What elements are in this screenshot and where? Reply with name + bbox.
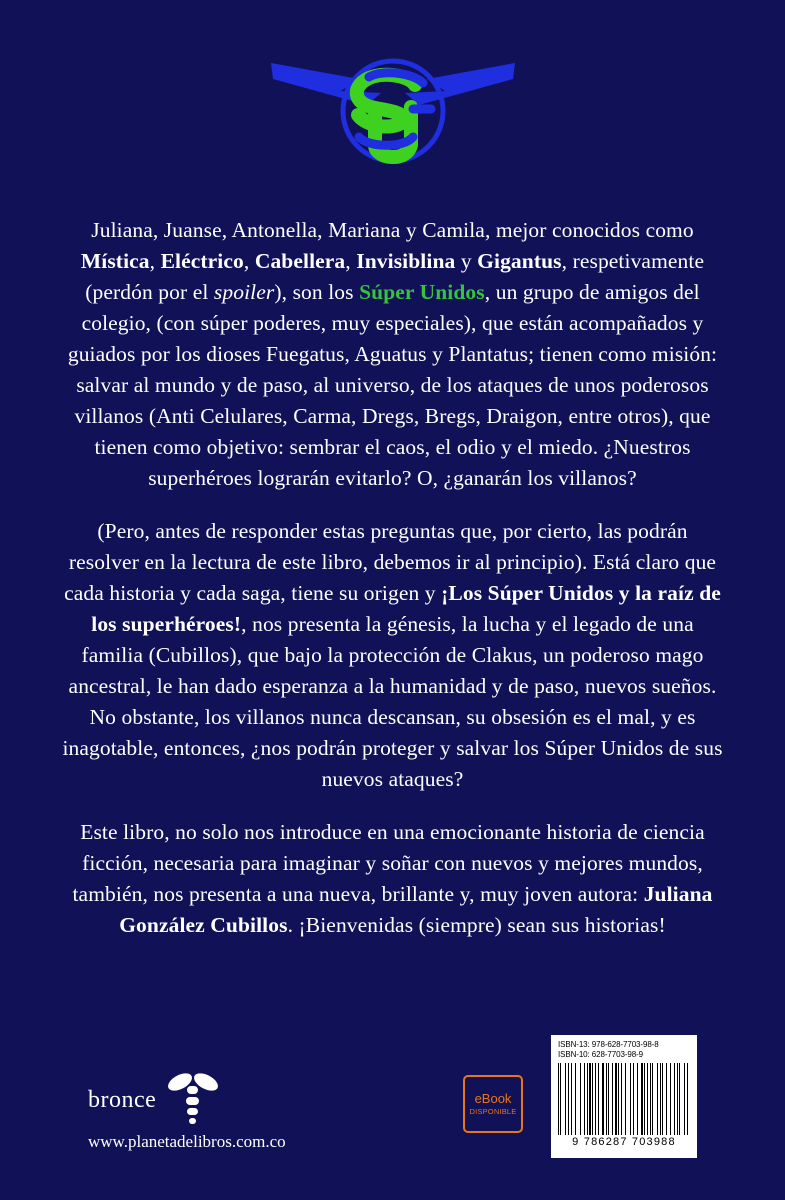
blurb-run: y <box>455 249 478 273</box>
ebook-label: eBook <box>474 1090 512 1106</box>
blurb-run: Invisiblina <box>356 249 456 273</box>
blurb-run: Mística <box>80 249 150 273</box>
blurb-paragraph-3 <box>60 817 725 941</box>
bee-icon <box>166 1068 218 1132</box>
barcode-number: 9 786287 703988 <box>572 1136 676 1148</box>
blurb-run: spoiler <box>213 280 275 304</box>
barcode-bars <box>558 1063 690 1135</box>
blurb-run: Eléctrico <box>160 249 244 273</box>
blurb-paragraph-2 <box>60 516 725 795</box>
blurb-paragraph-1 <box>60 215 725 494</box>
cover-footer <box>0 1030 785 1200</box>
blurb-run: (Pero, antes de responder estas preguntas que, por cierto, las podrán resolver en la lectura de este libro, debemos ir al principio). Está claro que cada historia y cada saga, tiene su origen y <box>64 519 717 605</box>
blurb-run: ¡Los Súper Unidos y la raíz de los superhéroes! <box>91 581 721 636</box>
blurb-run: . ¡Bienvenidas (siempre) sean sus historias! <box>287 913 666 937</box>
blurb-run: Este libro, no solo nos introduce en una emocionante historia de ciencia ficción, necesaria para imaginar y soñar con nuevos y mejores mundos, también, nos presenta a una nueva, brillante y, muy joven autora: <box>72 820 705 906</box>
blurb-run: Gigantus <box>477 249 562 273</box>
imprint-logo <box>88 1068 218 1132</box>
blurb-run: , <box>345 249 357 273</box>
ebook-available-badge <box>463 1075 523 1133</box>
barcode-bar <box>688 1063 689 1135</box>
logo-svg <box>263 49 523 169</box>
blurb-run: Juliana, Juanse, Antonella, Mariana y Camila, mejor conocidos como <box>91 218 694 242</box>
blurb-run: , <box>149 249 161 273</box>
isbn13-text: ISBN-13: 978-628-7703-98-8 <box>558 1040 659 1049</box>
blurb-run: Cabellera <box>254 249 346 273</box>
blurb-run: Súper Unidos <box>359 280 485 304</box>
blurb-run: , respetivamente (perdón por el <box>85 249 705 304</box>
super-unidos-logo <box>0 44 785 174</box>
blurb-run: , un grupo de amigos del colegio, (con súper poderes, muy especiales), que están acompañados y guiados por los dioses Fuegatus, Aguatus y Plantatus; tienen como misión: salvar al mundo y de paso, al universo, de los ataques de unos poderosos villanos (Anti Celulares, Carma, Dregs, Bregs, Draigon, entre otros), que tienen como objetivo: sembrar el caos, el odio y el miedo. ¿Nuestros superhéroes lograrán evitarlo? O, ¿ganarán los villanos? <box>67 280 718 490</box>
blurb-run: ), son los <box>274 280 360 304</box>
isbn10-text: ISBN-10: 628-7703-98-9 <box>558 1050 643 1059</box>
publisher-website[interactable]: www.planetadelibros.com.co <box>88 1132 286 1151</box>
blurb-run: , nos presenta la génesis, la lucha y el legado de una familia (Cubillos), que bajo la protección de Clakus, un poderoso mago ancestral, le han dado esperanza a la humanidad y de paso, nuevos sueños. No obstante, los villanos nunca descansan, su obsesión es el mal, y es inagotable, entonces, ¿nos podrán proteger y salvar los Súper Unidos de sus nuevos ataques? <box>62 612 723 791</box>
blurb-run: , <box>243 249 255 273</box>
isbn-barcode <box>551 1035 697 1158</box>
back-cover-blurb <box>60 215 725 941</box>
ebook-availability-label: DISPONIBLE <box>469 1106 517 1116</box>
imprint-name: bronce <box>88 1086 157 1113</box>
blurb-run: Juliana González Cubillos <box>119 882 713 937</box>
